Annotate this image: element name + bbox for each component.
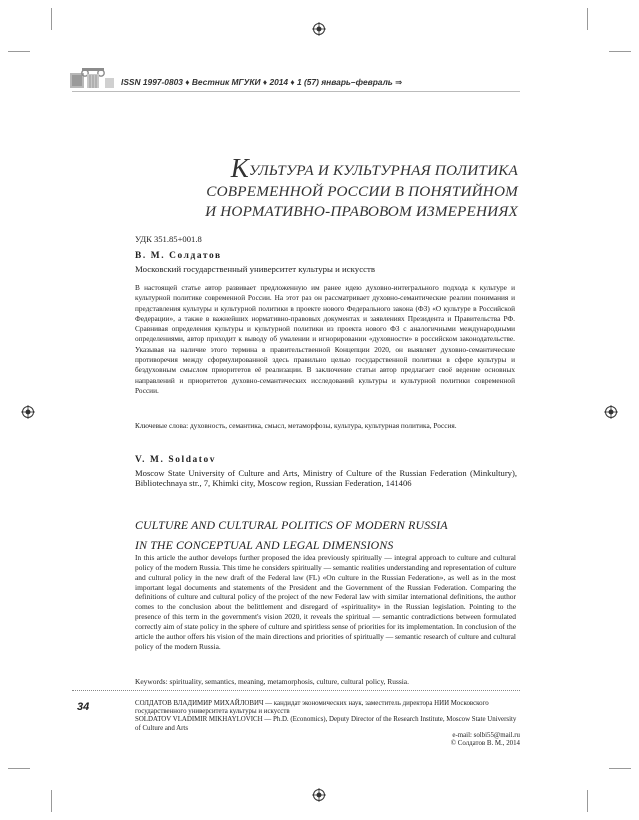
registration-mark-icon xyxy=(312,22,326,36)
footer-divider xyxy=(72,690,520,691)
journal-name: Вестник МГУКИ xyxy=(191,77,261,87)
abstract-ru: В настоящей статье автор развивает предложенную им ранее идею духовно-интегрального подхода к культуре и культурной политике современной России. На этот раз он рассматривает духовно-семантические реалии понимания и представления культуры и культурной политики в проекте нового Федерального закона (ФЗ) «О культуре в Российской Федерации», а также в важнейших нормативно-правовых документах и заявлениях Президента и Правительства РФ. Сравнивая определения культуры и культурной политики из проекта нового ФЗ с аналогичными международными определениями, автор приходит к выводу об умалении и игнорировании «духовности» в российском законодательстве. Указывая на наличие этого термина в правительственной Концепции 2020, он выявляет духовно-семантические противоречия между сформулированной здесь правильно целью государственной политики в сфере культуры и бездуховным смыслом приоритетов её реализации. В заключение статьи автор предлагает своё ведение основных направлений и приоритетов духовно-семантических исследований культуры и культурной политики современной России. xyxy=(135,283,515,395)
author-affiliation-en: Moscow State University of Culture and Arts, Ministry of Culture of the Russian Federation (Minkultury), Bibliotechnaya str., 7, Khimki city, Moscow region, Russian Federation, 141406 xyxy=(135,468,517,489)
journal-logo-icon xyxy=(70,64,114,90)
header-divider xyxy=(72,91,520,92)
registration-mark-icon xyxy=(21,405,35,419)
registration-mark-icon xyxy=(312,788,326,802)
crop-mark xyxy=(587,8,588,30)
abstract-en: In this article the author develops further proposed the idea previously spiritually — integral approach to culture and cultural policy of the modern Russia. This time he considers spiritually — semantic realities understanding and representation of culture and cultural policy in the new draft of the Federal law (FL) «On culture in the Russian Federation», as well as in the most important legal documents and statements of the President and the Government of the Russian Federation. Comparing the definitions of culture and cultural policy of the project of the new Federal law with similar international definitions, the author comes to the conclusion about the belittlement and disregard of «spirituality» in the Russian legislation. Pointing to the presence of this term in the government's vision 2020, it reveals the spiritual — semantic contradictions between formulated correctly aim of state policy in the sphere of culture and spiritless sense of priorities for its implementation. In conclusion of the article the author offers his vision of the main directions and priorities of spiritually — semantic research of culture and cultural policy of the modern Russia. xyxy=(135,553,516,651)
author-bio-en: SOLDATOV VLADIMIR MIKHAYLOVICH — Ph.D. (Economics), Deputy Director of the Research Institute, Moscow State University of Culture and Arts xyxy=(135,716,517,732)
author-name-en: V. M. Soldatov xyxy=(135,455,217,465)
header-separator: ♦ xyxy=(185,77,190,87)
author-name-ru: В. М. Солдатов xyxy=(135,251,222,261)
title-line: IN THE CONCEPTUAL AND LEGAL DIMENSIONS xyxy=(135,537,394,552)
author-bio-ru: СОЛДАТОВ ВЛАДИМИР МИХАЙЛОВИЧ — кандидат экономических наук, заместитель директора НИИ Московского государственного университета культуры и искусств xyxy=(135,700,489,716)
author-affiliation-ru: Московский государственный университет культуры и искусств xyxy=(135,264,376,274)
journal-header xyxy=(121,77,402,87)
title-line: CULTURE AND CULTURAL POLITICS OF MODERN RUSSIA xyxy=(135,518,448,532)
crop-mark xyxy=(51,790,52,812)
header-separator: ♦ xyxy=(290,77,295,87)
journal-issue: 1 (57) январь–февраль xyxy=(297,77,393,87)
crop-mark xyxy=(587,790,588,812)
title-line: И НОРМАТИВНО-ПРАВОВОМ ИЗМЕРЕНИЯХ xyxy=(205,203,518,220)
issn: ISSN 1997-0803 xyxy=(121,77,183,87)
author-bio xyxy=(135,700,520,733)
article-title-ru xyxy=(120,155,518,222)
header-separator: ♦ xyxy=(262,77,268,87)
article-title-en xyxy=(135,516,520,555)
crop-mark xyxy=(8,51,30,52)
journal-year: 2014 xyxy=(269,77,289,87)
title-line: КУЛЬТУРА И КУЛЬТУРНАЯ ПОЛИТИКА xyxy=(230,153,518,183)
title-line: СОВРЕМЕННОЙ РОССИИ В ПОНЯТИЙНОМ xyxy=(206,183,518,200)
crop-mark xyxy=(8,768,30,769)
author-email: e-mail: solbi55@mail.ru xyxy=(452,732,520,739)
keywords-ru: Ключевые слова: духовность, семантика, смысл, метаморфозы, культура, культурная политика, Россия. xyxy=(135,421,457,430)
keywords-en: Keywords: spirituality, semantics, meaning, metamorphosis, culture, cultural policy, Russia. xyxy=(135,677,409,686)
crop-mark xyxy=(51,8,52,30)
arrow-right-icon: ⇒ xyxy=(395,77,403,87)
crop-mark xyxy=(609,768,631,769)
page-number: 34 xyxy=(77,701,90,713)
udc-code: УДК 351.85+001.8 xyxy=(135,234,202,244)
author-contact xyxy=(436,732,520,748)
crop-mark xyxy=(609,51,631,52)
title-drop-initial: К xyxy=(230,153,249,183)
registration-mark-icon xyxy=(604,405,618,419)
copyright: © Солдатов В. М., 2014 xyxy=(450,740,520,748)
